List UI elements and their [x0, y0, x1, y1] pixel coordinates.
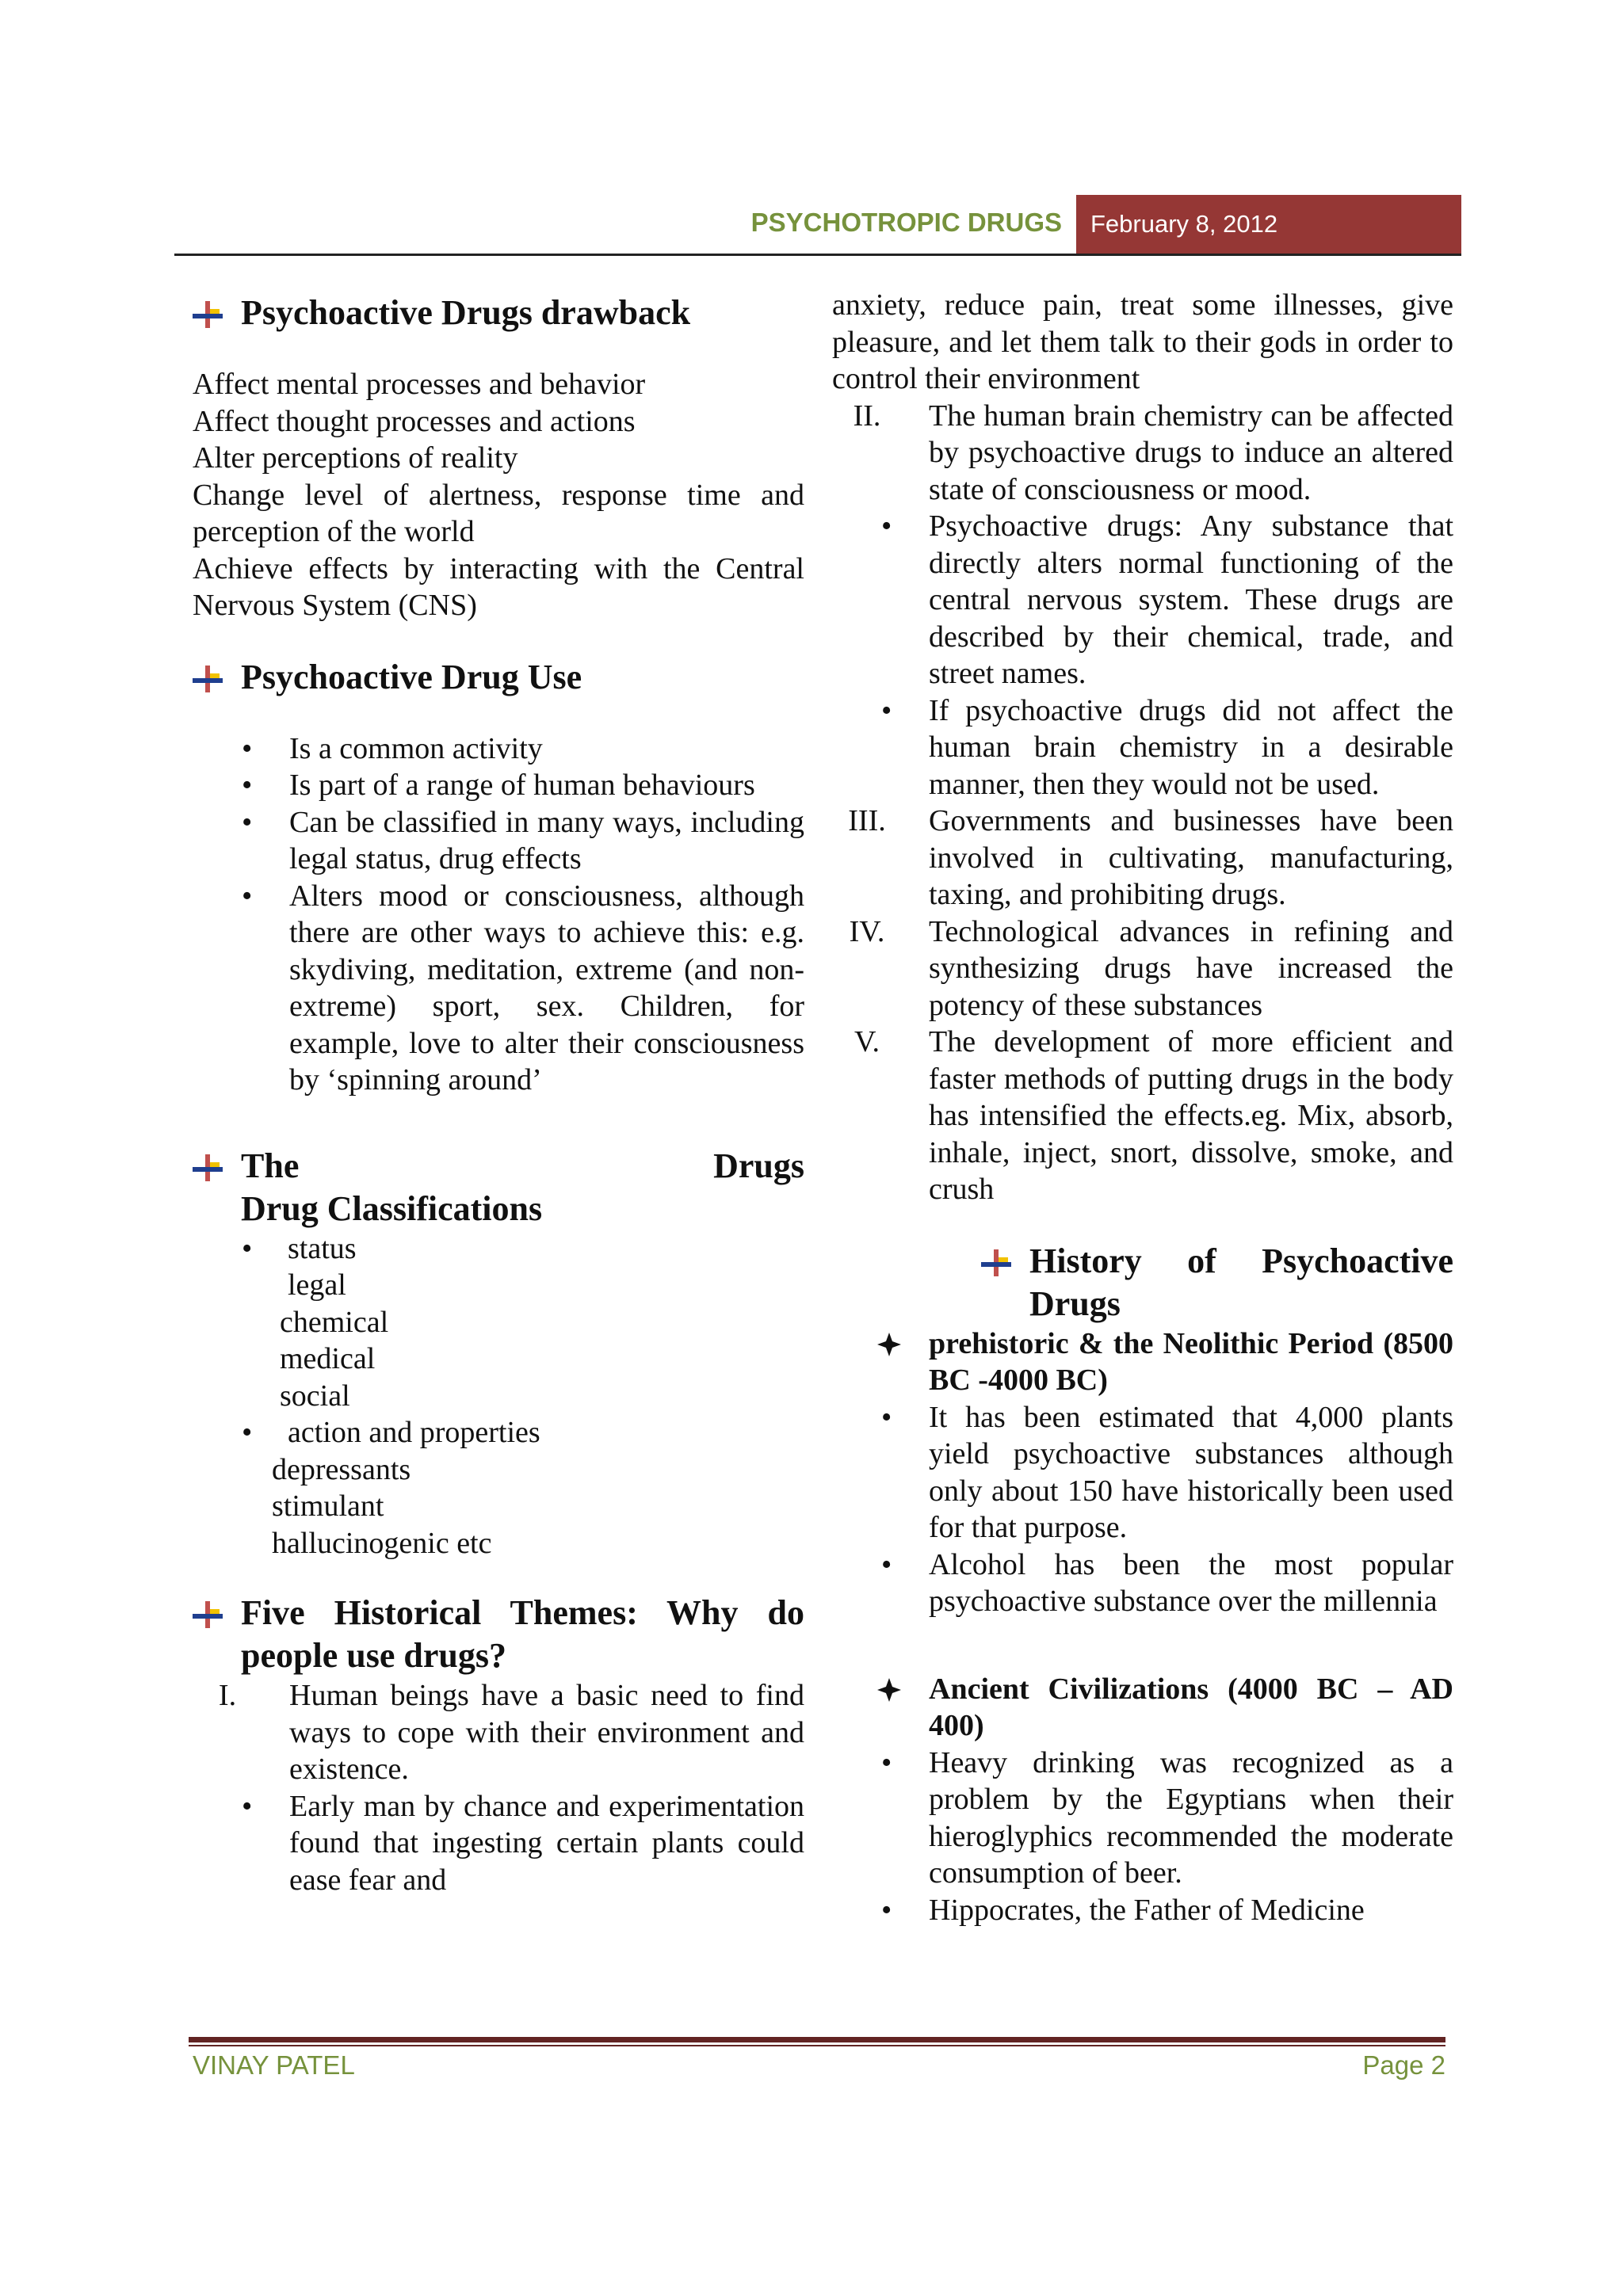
- sub-item: medical: [280, 1342, 376, 1375]
- list-item: [832, 1671, 1453, 1745]
- history-period-list: [832, 1671, 1453, 1745]
- roman-numeral: III.: [848, 804, 886, 837]
- heading-marker-icon: [193, 666, 223, 692]
- bullet-icon: •: [242, 1789, 253, 1823]
- bullet-icon: •: [242, 1231, 253, 1265]
- sub-item: social: [280, 1379, 350, 1413]
- list-item-text: status: [288, 1231, 357, 1265]
- list-item-text: The development of more efficient and faster methods of putting drugs in the body has intensified the effects.eg. Mix, absorb, inhale, inject, snort, dissolve, smoke, and crush: [929, 1025, 1453, 1206]
- drawback-list: [193, 366, 804, 624]
- list-item: [832, 1399, 1453, 1547]
- bullet-icon: •: [881, 693, 892, 727]
- bullet-icon: •: [242, 805, 253, 839]
- bullet-icon: •: [881, 1547, 892, 1581]
- heading-marker-icon: [193, 301, 223, 328]
- section-heading-themes: [193, 1592, 804, 1677]
- heading-marker-icon: [981, 1249, 1011, 1276]
- list-item-text: Is a common activity: [289, 731, 543, 765]
- history-bullets: [832, 1745, 1453, 1929]
- drug-use-list: [193, 730, 804, 1099]
- footer-author: VINAY PATEL: [193, 2050, 355, 2080]
- list-item: [832, 1892, 1453, 1929]
- themes-list: [193, 1677, 804, 1788]
- drawback-line: Alter perceptions of reality: [193, 441, 518, 475]
- list-item: [832, 1024, 1453, 1208]
- left-column: [193, 287, 804, 1898]
- footer-page-number: Page 2: [1362, 2050, 1445, 2080]
- list-item: [832, 803, 1453, 913]
- sub-item: hallucinogenic etc: [272, 1526, 492, 1560]
- heading-text: Psychoactive Drugs drawback: [241, 293, 691, 332]
- list-item: [832, 398, 1453, 509]
- heading-text: Drugs: [713, 1146, 804, 1185]
- list-item: [193, 878, 804, 1099]
- drawback-line: Affect thought processes and actions: [193, 404, 636, 438]
- heading-first-line: [241, 1145, 804, 1188]
- list-item-text: Hippocrates, the Father of Medicine: [929, 1893, 1365, 1927]
- header-title: PSYCHOTROPIC DRUGS: [750, 208, 1062, 237]
- list-item: [832, 913, 1453, 1024]
- drawback-line: Change level of alertness, response time and perception of the world: [193, 478, 804, 548]
- section-heading-drawback: [193, 292, 804, 334]
- bullet-icon: •: [881, 1893, 892, 1927]
- drawback-line: Achieve effects by interacting with the Central Nervous System (CNS): [193, 551, 804, 622]
- list-item: [193, 767, 804, 804]
- themes-sub-list: [832, 508, 1453, 803]
- list-item: [193, 1677, 804, 1788]
- roman-numeral: II.: [853, 399, 881, 433]
- list-item: [832, 1325, 1453, 1399]
- heading-text: Drug Classifications: [241, 1188, 543, 1228]
- list-item-text: Early man by chance and experimentation found that ingesting certain plants could ease fear and: [289, 1789, 804, 1897]
- heading-marker-icon: [193, 1601, 223, 1628]
- sub-item: depressants: [272, 1452, 411, 1486]
- section-heading-classifications: [193, 1145, 804, 1230]
- list-item: [832, 508, 1453, 692]
- list-item-text: Heavy drinking was recognized as a problem by the Egyptians when their hieroglyphics recommended the moderate consumption of beer.: [929, 1745, 1453, 1890]
- list-item: [832, 692, 1453, 803]
- header-date: February 8, 2012: [1076, 195, 1461, 254]
- roman-numeral: V.: [854, 1025, 880, 1058]
- sub-item: stimulant: [272, 1489, 384, 1523]
- bullet-icon: •: [242, 731, 253, 765]
- bullet-icon: •: [242, 1416, 253, 1449]
- heading-text: Psychoactive Drug Use: [241, 657, 582, 696]
- list-item-text: prehistoric & the Neolithic Period (8500 BC -4000 BC): [929, 1326, 1453, 1397]
- bullet-icon: •: [881, 1400, 892, 1434]
- heading-text: History of Psychoactive Drugs: [1029, 1241, 1453, 1323]
- themes-sub-list: [193, 1788, 804, 1899]
- list-item: [832, 1547, 1453, 1620]
- heading-marker-icon: [193, 1154, 223, 1181]
- header-rule: [174, 254, 1461, 256]
- list-item-text: If psychoactive drugs did not affect the human brain chemistry in a desirable manner, then they would not be used.: [929, 693, 1453, 801]
- list-item: [832, 1745, 1453, 1892]
- classification-list: [193, 1230, 804, 1268]
- heading-text: Five Historical Themes: Why do people use drugs?: [241, 1593, 804, 1675]
- roman-numeral: IV.: [849, 914, 885, 948]
- footer-rule-thin: [189, 2045, 1445, 2046]
- list-item-text: Is part of a range of human behaviours: [289, 769, 755, 802]
- history-bullets: [832, 1399, 1453, 1620]
- list-item-text: Governments and businesses have been involved in cultivating, manufacturing, taxing, and prohibiting drugs.: [929, 804, 1453, 911]
- bullet-icon: •: [881, 1745, 892, 1779]
- list-item: [193, 804, 804, 878]
- roman-numeral: I.: [218, 1679, 237, 1712]
- sub-item: chemical: [280, 1305, 389, 1339]
- section-heading-drug-use: [193, 656, 804, 699]
- list-item: [193, 1414, 804, 1451]
- list-item-text: Alters mood or consciousness, although there are other ways to achieve this: e.g. skydiving, meditation, extreme (and non-extreme) sport, sex. Children, for example, love to alter their consciousness by ‘spinning around’: [289, 879, 804, 1097]
- bullet-icon: •: [242, 879, 253, 913]
- list-item-text: It has been estimated that 4,000 plants yield psychoactive substances although only about 150 have historically been used for that purpose.: [929, 1400, 1453, 1544]
- continued-text: anxiety, reduce pain, treat some illnesses, give pleasure, and let them talk to their gods in order to control their environment: [832, 288, 1453, 395]
- history-period-list: [832, 1325, 1453, 1399]
- themes-list-cont: [832, 803, 1453, 1208]
- list-item-text: Technological advances in refining and synthesizing drugs have increased the potency of these substances: [929, 914, 1453, 1022]
- list-item-text: Can be classified in many ways, including legal status, drug effects: [289, 805, 804, 875]
- diamond-bullet-icon: [876, 1677, 902, 1703]
- list-item: [193, 1230, 804, 1268]
- diamond-bullet-icon: [876, 1332, 902, 1357]
- bullet-icon: •: [881, 509, 892, 543]
- bullet-icon: •: [242, 769, 253, 802]
- list-item-text: Psychoactive drugs: Any substance that directly alters normal functioning of the central nervous system. These drugs are described by their chemical, trade, and street names.: [929, 509, 1453, 690]
- sub-item: legal: [288, 1268, 346, 1302]
- heading-text: The: [241, 1146, 300, 1185]
- list-item: [193, 730, 804, 768]
- list-item-text: Ancient Civilizations (4000 BC – AD 400): [929, 1672, 1453, 1742]
- list-item-text: Alcohol has been the most popular psychoactive substance over the millennia: [929, 1547, 1453, 1618]
- footer-rule: [189, 2037, 1445, 2042]
- section-heading-history: [981, 1240, 1453, 1325]
- list-item-text: action and properties: [288, 1416, 540, 1449]
- classification-list: [193, 1414, 804, 1451]
- right-column: [832, 287, 1453, 1928]
- themes-list-cont: [832, 398, 1453, 509]
- drawback-line: Affect mental processes and behavior: [193, 368, 646, 401]
- list-item: [193, 1788, 804, 1899]
- list-item-text: Human beings have a basic need to find ways to cope with their environment and existence.: [289, 1679, 804, 1786]
- list-item-text: The human brain chemistry can be affected by psychoactive drugs to induce an altered state of consciousness or mood.: [929, 399, 1453, 506]
